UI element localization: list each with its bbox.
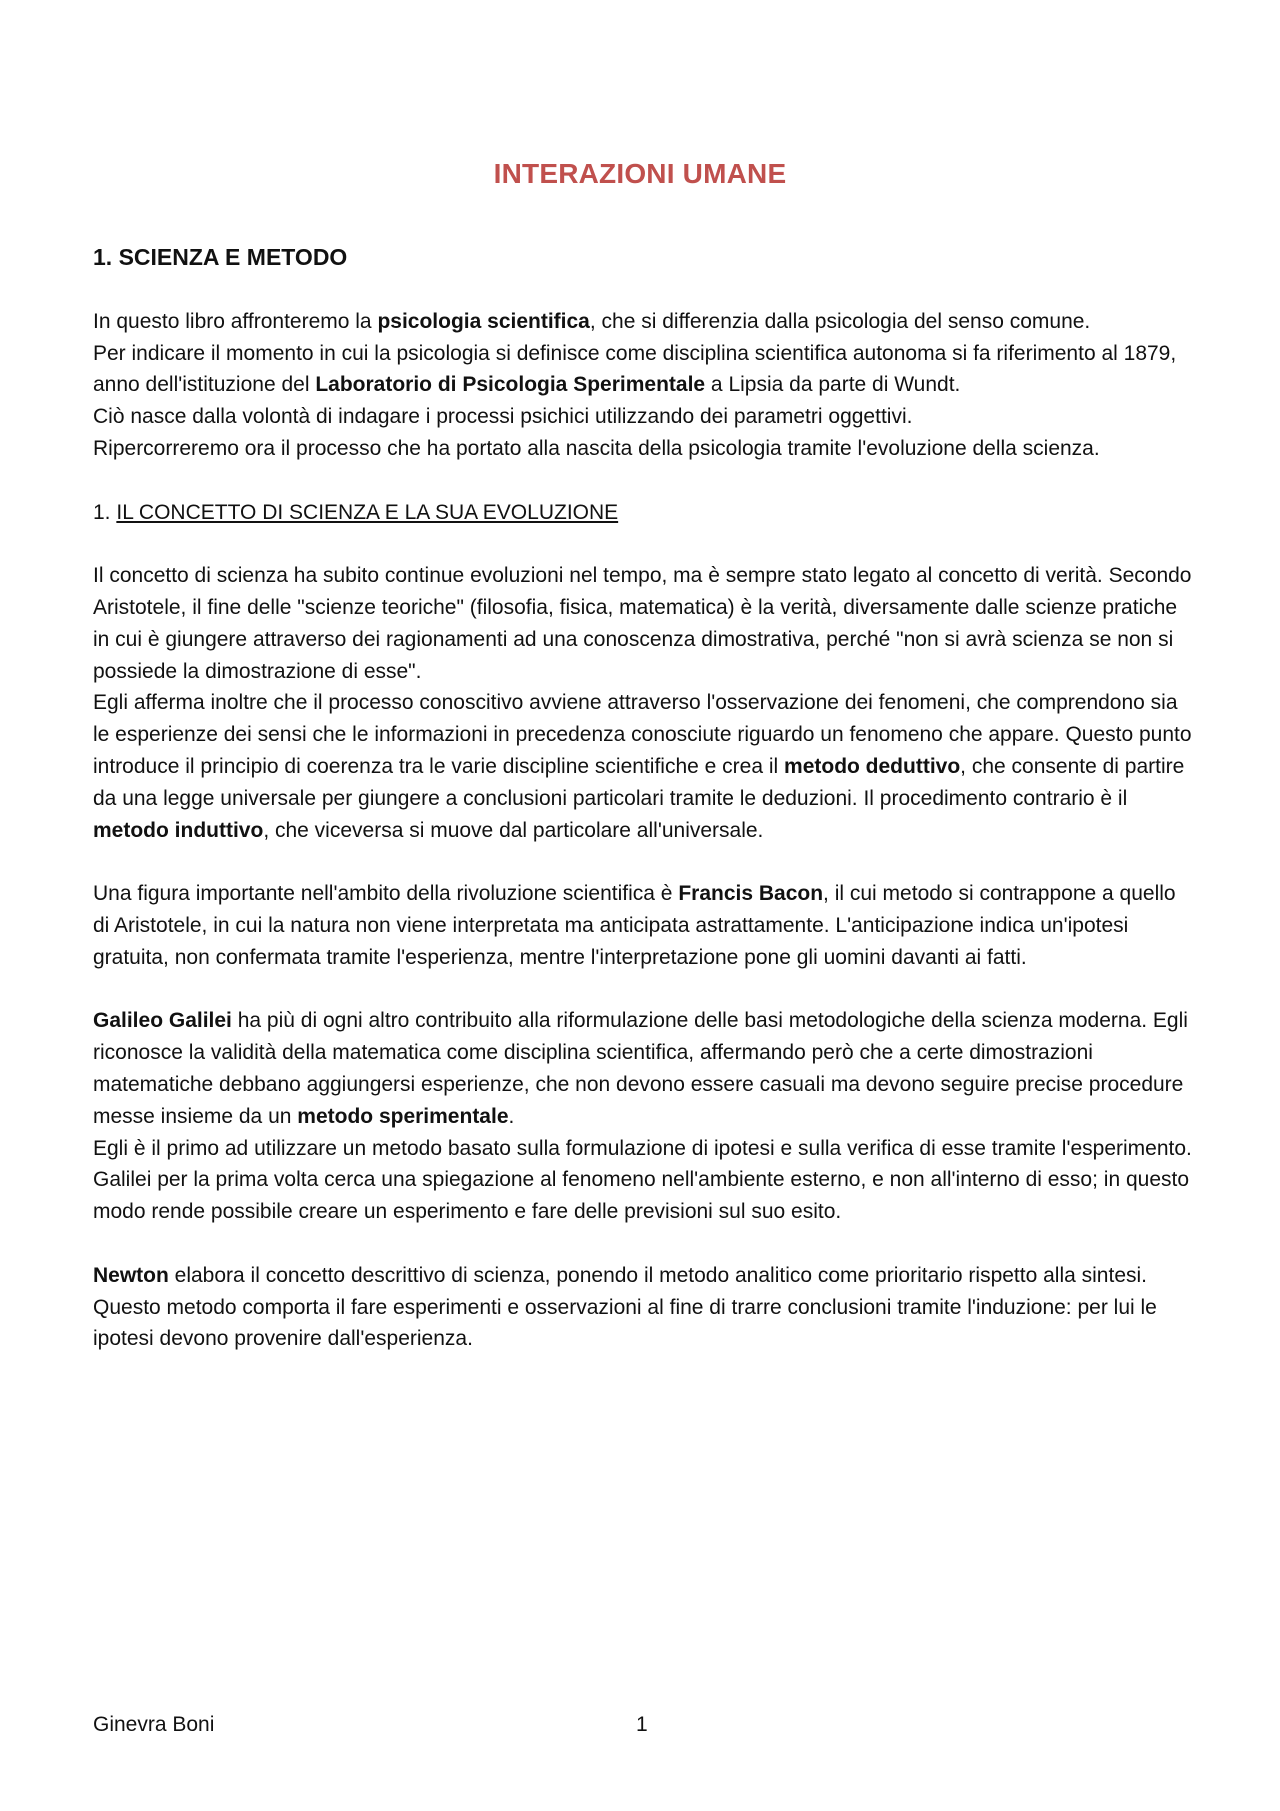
footer-author: Ginevra Boni <box>93 1713 215 1736</box>
document-title: INTERAZIONI UMANE <box>493 158 787 189</box>
text-run: Ciò nasce dalla volontà di indagare i processi psichici utilizzando dei parametri oggettivi. <box>93 405 913 429</box>
text-run: Per indicare il momento in cui la psicologia si definisce come disciplina scientifica autonoma si fa riferimento al 1879, anno dell'istituzione del <box>93 341 1177 397</box>
bold-term: psicologia scientifica <box>377 309 590 333</box>
text-run: Egli è il primo ad utilizzare un metodo basato sulla formulazione di ipotesi e sulla verifica di esse tramite l'esperimento. Galilei per la prima volta cerca una spiegazione al fenomeno nell'ambiente esterno, e non all'interno di esso; in questo modo rende possibile creare un esperimento e fare delle previsioni sul suo esito. <box>93 1136 1192 1224</box>
bold-term: metodo sperimentale <box>297 1104 509 1128</box>
paragraph <box>93 687 1193 846</box>
text-run: Egli afferma inoltre che il processo conoscitivo avviene attraverso l'osservazione dei fenomeni, che comprendono sia le esperienze dei sensi che le informazioni in precedenza conosciute riguardo un fenomeno che appare. Questo punto introduce il principio di coerenza tra le varie discipline scientifiche e crea il <box>93 691 1192 778</box>
paragraph <box>93 306 1193 338</box>
text-run: elabora il concetto descrittivo di scienza, ponendo il metodo analitico come prioritario rispetto alla sintesi. Questo metodo comporta il fare esperimenti e osservazioni al fine di trarre conclusioni tramite l'induzione: per lui le ipotesi devono provenire dall'esperienza. <box>93 1263 1157 1351</box>
text-run: . <box>508 1104 515 1128</box>
text-run: , il cui metodo si contrappone a quello di Aristotele, in cui la natura non viene interpretata ma anticipata astrattamente. L'anticipazione indica un'ipotesi gratuita, non confermata tramite l'esperienza, mentre l'interpretazione pone gli uomini davanti ai fatti. <box>93 882 1176 969</box>
subsection-paragraphs <box>93 560 1193 1355</box>
subsection-title: IL CONCETTO DI SCIENZA E LA SUA EVOLUZIONE <box>116 500 619 524</box>
paragraph <box>93 560 1193 687</box>
paragraph <box>93 1133 1193 1228</box>
bold-term: metodo induttivo <box>93 818 264 842</box>
subsection-heading <box>93 497 1193 529</box>
paragraph <box>93 1260 1193 1355</box>
paragraph <box>93 433 1193 465</box>
intro-paragraphs <box>93 306 1193 465</box>
paragraph <box>93 338 1193 402</box>
bold-term: Laboratorio di Psicologia Sperimentale <box>315 373 706 397</box>
text-run: Una figura importante nell'ambito della rivoluzione scientifica è <box>93 882 679 906</box>
subsection-number: 1. <box>93 500 117 524</box>
text-run: , che viceversa si muove dal particolare all'universale. <box>263 818 764 842</box>
paragraph <box>93 401 1193 433</box>
bold-term: Francis Bacon <box>678 882 824 906</box>
text-run: In questo libro affronteremo la <box>93 309 378 333</box>
text-run: ha più di ogni altro contribuito alla riformulazione delle basi metodologiche della scienza moderna. Egli riconosce la validità della matematica come disciplina scientifica, affermando però che a certe dimostrazioni matematiche debbano aggiungersi esperienze, che non devono essere casuali ma devono seguire precise procedure messe insieme da un <box>93 1009 1188 1128</box>
text-run: Ripercorreremo ora il processo che ha portato alla nascita della psicologia tramite l'evoluzione della scienza. <box>93 436 1100 460</box>
page-number: 1 <box>636 1713 648 1736</box>
text-run: , che consente di partire da una legge universale per giungere a conclusioni particolari tramite le deduzioni. Il procedimento contrario è il <box>93 754 1185 810</box>
paragraph <box>93 878 1193 973</box>
paragraph <box>93 1005 1193 1132</box>
section-heading: 1. SCIENZA E METODO <box>93 244 348 270</box>
bold-term: metodo deduttivo <box>784 754 961 778</box>
text-run: , che si differenzia dalla psicologia del senso comune. <box>589 309 1091 333</box>
bold-term: Newton <box>93 1263 169 1287</box>
document-body <box>93 242 1193 1355</box>
text-run: Il concetto di scienza ha subito continue evoluzioni nel tempo, ma è sempre stato legato al concetto di verità. Secondo Aristotele, il fine delle "scienze teoriche" (filosofia, fisica, matematica) è la verità, diversamente dalle scienze pratiche in cui è giungere attraverso dei ragionamenti ad una conoscenza dimostrativa, perché "non si avrà scienza se non si possiede la dimostrazione di esse". <box>93 564 1192 683</box>
text-run: a Lipsia da parte di Wundt. <box>705 373 961 397</box>
bold-term: Galileo Galilei <box>93 1009 232 1033</box>
